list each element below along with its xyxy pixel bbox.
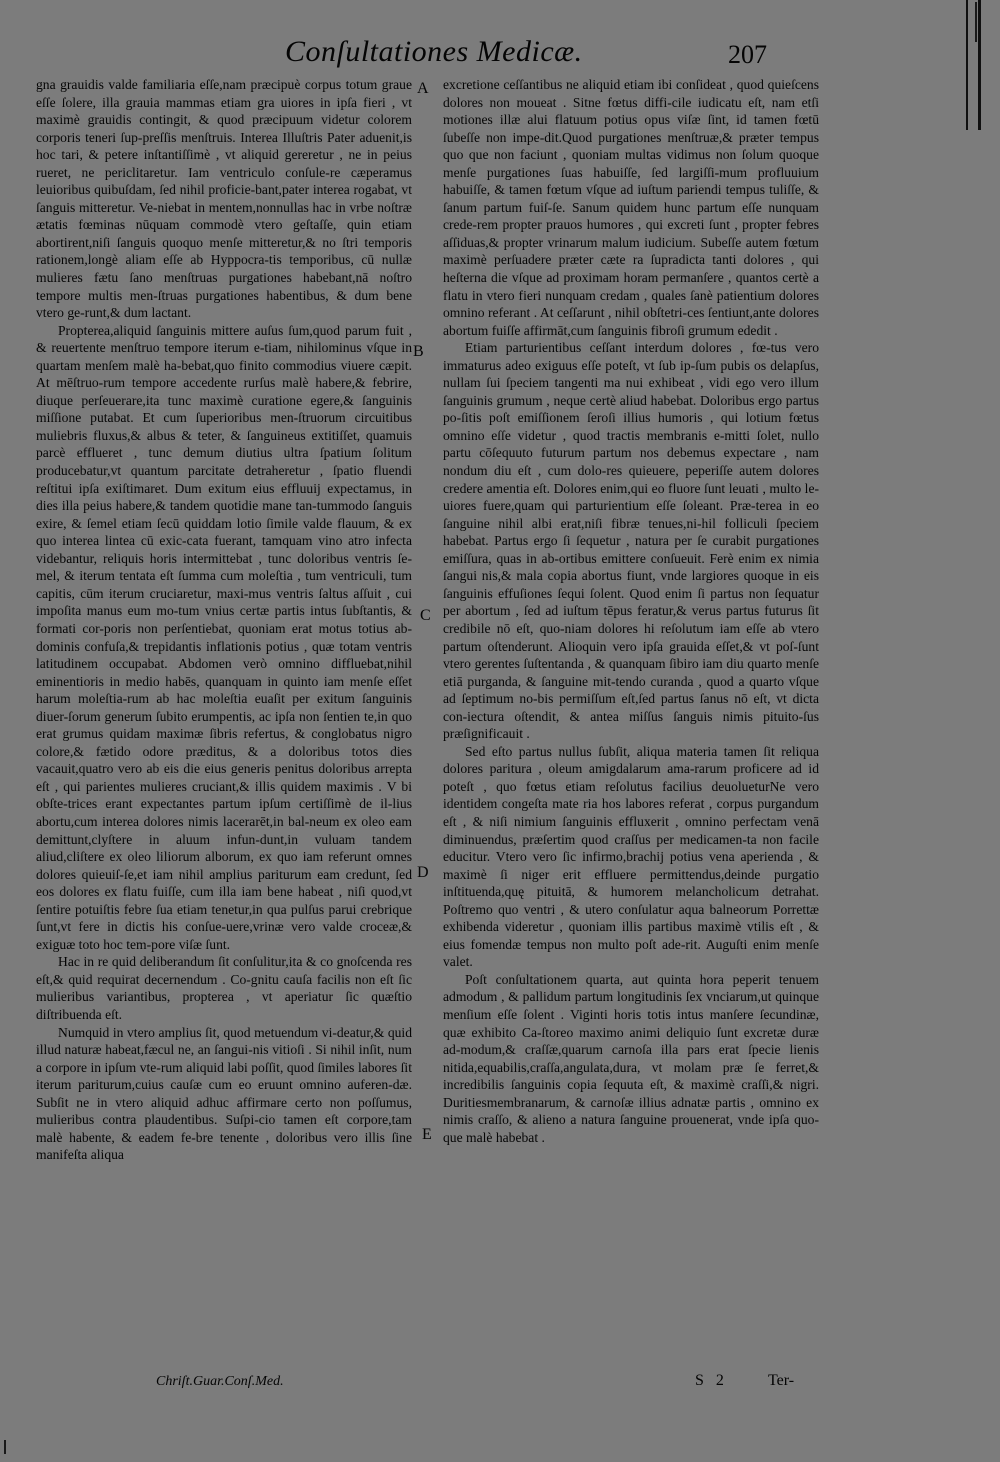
footer-running-text: Chriſt.Guar.Conſ.Med.	[156, 1374, 284, 1389]
binding-edge-tick	[975, 2, 991, 42]
left-paragraph-3: Hac in re quid deliberandum ſit conſulitur,ita & co gnoſcenda res eſt,& quid requirat decernendum . Co-gnitu cauſa facilis non eſt ſic mulieribus variantibus, propterea , vt aperiatur ſic quæſtio diſtribuenda eſt.	[36, 954, 412, 1022]
margin-letter-a: A	[417, 80, 429, 97]
catchword: Ter-	[768, 1372, 795, 1389]
right-paragraph-4: Poſt conſultationem quarta, aut quinta hora peperit tenuem admodum , & pallidum partum longitudinis ſex vnciarum,ut quinque menſium eſſe ſolent . Viginti horis totis intus manſere ſecundinæ, quæ exhibito Ca-ſtoreo maximo animi deliquio ſunt excretæ duræ ad-modum,& craſſæ,quarum carnoſa illa pars erat ſpecie lienis nitida,equabilis,craſſa,angulata,dura, vt molam præ ſe ferret,& incredibilis ſanguinis copia ſequuta eſt, & maximè craſſi,& nigri. Duritiesmembranarum, & carnoſæ illius adnatæ partis , omnino ex nimis craſſo, & alieno a natura ſanguine prouenerat, vnde ipſa quo-que malè habebat .	[443, 971, 819, 1145]
page-title: Conſultationes Medicæ.	[285, 35, 583, 68]
margin-letter-d: D	[417, 864, 429, 881]
left-paragraph-1: gna grauidis valde familiaria eſſe,nam præcipuè corpus totum graue eſſe ſolere, illa grauia mammas etiam gra uiores in ipſa fieri , vt maximè grauidis contingit, & quod præcipuum videtur colorem corporis teneri ſup-preſſis menſtruis. Interea Illuſtris Pater aduenit,is hoc tari, & petere inſtantiſſimè , vt aliquid gereretur , ne in peius rueret, ne periclitaretur. Iam ventriculo conſule-re cæperamus leuioribus quibuſdam, ſed nihil proficie-bant,pater interea rogabat, vt ſanguis mitteretur. Ve-niebat in mentem,nonnullas hac in vrbe noſtræ ætatis fœminas nūquam commodè vtero geſtaſſe, quin etiam abortirent,niſi ſanguis quoquo menſe mitteretur,& no ſtri temporis rationem,longè aliam eſſe ab Hyppocra-tis temporibus, cū nullæ mulieres fætu ſano menſtruas purgationes habebant,nā noſtro tempore multis men-ſtruas purgationes habentibus, & dum bene vtero ge-runt,& dum lactant.	[36, 77, 412, 321]
right-paragraph-3: Sed eſto partus nullus ſubſit, aliqua materia tamen ſit reliqua dolores paritura , oleum amigdalarum ama-rarum proficere ad id poteſt , quo fœtus etiam reſolutus facilius deuolueturNe vero identidem congeſta mate ria hos labores referat , corpus purgandum eſt , & niſi nimium ſanguinis effluxerit , omnino perfectam venā diminuendus, præſertim quod craſſus per medicamen-ta non facile educitur. Vtero vero ſic infirmo,brachij potius vena aperienda , & maximè ſi niger erit effluere permittendus,deinde purgatio inſtituenda,quę pituitā, & humorem melancholicum detrahat. Poſtremo quo ventri , & utero conſulatur aqua balneorum Porrettæ exhibenda videretur , quoniam illis partibus maximè vtilis eſt , & eius fomendæ tempus non multo poſt ade-rit. Auguſti enim menſe valet.	[443, 743, 819, 970]
page-number: 207	[728, 40, 767, 69]
margin-letter-e: E	[422, 1126, 432, 1143]
margin-letter-c: C	[420, 607, 431, 624]
right-paragraph-1: excretione ceſſantibus ne aliquid etiam ibi conſideat , quod quieſcens dolores non moueat . Sitne fœtus diffi-cile iudicatu eſt, nam etſi motiones illæ alui flatuum potius opus viſæ ſint, id tamen fœtū ſubeſſe non impe-dit.Quod purgationes menſtruæ,& præter tempus quo que non faciunt , quoniam multas vidimus non ſolum quoque menſe purgationes ſuas habuiſſe, ſed largiſſi-mum profluuium habuiſſe, & tamen fœtum vſque ad iuſtum pariendi tempus tuliſſe, & ſanum partum fuiſ-ſe. Sanum quidem hunc partum eſſe nunquam crede-rem propter prauos humores , qui excreti ſunt , propter febres aſſiduas,& propter vrinarum malum iudicium. Subeſſe autem fœtum maximè perſuadere præter cæte ra ſupradicta tanti dolores , qui heſterna die vſque ad proximam horam permanſere , quantos certè a flatu in vtero fieri nunquam credam , quales ſanè patientium dolores omnino referant . At ceſſarunt , nihil obſtetri-ces ſentiunt,ante dolores abortum fuiſſe affirmāt,cum ſanguinis fibroſi grumum ededit .	[443, 77, 819, 338]
margin-letter-b: B	[413, 343, 424, 360]
right-paragraph-2: Etiam parturientibus ceſſant interdum dolores , fœ-tus vero immaturus adeo exiguus eſſe poteſt, vt ſub ip-ſum pubis os delapſus, nullam ſui ſpeciem tangenti ma nui exhibeat , vidi ego vero illum ſanguinis grumum , neque certè aliud habebat. Doloribus ergo partus po-ſitis poſt emiſſionem ſeroſi illius humoris , qui lotium fœtus omnino eſſe videtur , quod tractis membranis e-mitti ſolet, nullo partu cōſequuto futurum partum nos debemus expectare , nam nondum diu eſt , cum dolo-res quieuere, peperiſſe autem dolores credere amentia eſt. Dolores enim,qui eo fluore ſunt leuati , multo le-uiores fuere,quam qui parturientium eſſe ſoleant. Præ-terea in eo ſanguine nihil albi erat,niſi fibræ tenues,ni-hil folliculi ſpeciem habebat. Partus ergo ſi ſequetur , natura per ſe curabit purgationes emiſſura, quas in ab-ortibus emittere conſueuit. Ferè enim ex nimia ſangui nis,& mala copia abortus fiunt, vnde largiores quoque in eis ſanguinis effuſiones ſequi ſolent. Quod enim ſi partus non ſequatur per abortum , ſed ad iuſtum tēpus feratur,& verus partus futurus ſit credibile nō eſt, quo-niam dolores hi reſolutum iam eſſe ab vtero partum oſtenderunt. Alioquin vero ipſa grauida eſſet,& vt poſ-ſunt vtero gerentes ſuſtentanda , & quanquam ſibiro iam diu quarto menſe etiā purganda, & ſanguine mit-tendo curanda , quod a quarto vſque ad ſeptimum no-bis permiſſum eſt,ſed partus ſanus nō eſt, vt dicta con-iectura oſtendit, & antea miſſus ſanguis nimis pituito-ſus præſignificauit .	[443, 340, 819, 742]
right-column	[443, 76, 819, 1381]
left-paragraph-4: Numquid in vtero amplius ſit, quod metuendum vi-deatur,& quid illud naturæ habeat,fæcul ne, an ſangui-nis vitioſi . Si nihil inſit, num a corpore in ipſum vte-rum aliquid labi poſſit, quod ſimiles labores ſit iterum pariturum,cuius cauſæ cum eo eruunt omnino auferen-dæ. Subſit ne in vtero aliquid adhuc affirmare certo non poſſumus, mulieribus contra plaudentibus. Suſpi-cio tamen eſt corpore,tam malè habente, & eadem fe-bre tenente , doloribus vero illis ſine manifeſta aliqua	[36, 1024, 412, 1163]
left-column	[36, 76, 412, 1362]
signature-mark: S 2	[695, 1372, 724, 1389]
left-paragraph-2: Propterea,aliquid ſanguinis mittere auſus ſum,quod parum fuit , & reuertente menſtruo tempore iterum e-tiam, nihilominus vſque in quartam menſem malè ha-bebat,quo finito commodius viuere cæpit. At mēſtruo-rum tempore accedente rurſus malè habere,& febrire, diuque perſeuerare,ita tunc maximè curatione egere,& ſanguinis miſſione putabat. Et cum ſuperioribus men-ſtruorum circuitibus muliebris fluxus,& albus & teter, & ſanguineus extitiſſet, quamuis parcè efflueret , tunc demum diutius ultra ſpatium ſolitum producebatur,vt quantum parcitate detraheretur , ſpatio fluendi reſtitui ipſa exiſtimaret. Dum exitum eius effluuij expectamus, in dies illa peius habere,& tandem quotidie mane tan-tummodo ſanguis exire, & ſemel etiam ſecū quiddam lotio ſimile valde flauum, & ex quo interea lintea cū exic-cata fuerant, tamquam vino atro infecta videbantur, reliquis horis intermittebat , tunc doloribus ventris ſe-mel, & iterum tentata eſt ſumma cum moleſtia , tum ventriculi, tum capitis, cūm iterum cruciaretur, maxi-mus ventris ſaltus aſſuit , cui impoſita manus eum mo-tum vnius certæ partis intus ſubſtantis, & formati cor-poris non perſentiebat, quoniam erat motus totius ab-dominis confuſa,& trepidantis inflationis potius , quæ totam ventris latitudinem occupabat. Abdomen verò omnino diffluebat,nihil eminentioris in medio habēs, quanquam in quinto iam menſe eſſet harum moleſtia-rum ab hac moleſtia euaſit per exitum ſanguinis diuer-ſorum generum ſubito erumpentis, ac ipſa non ſentien te,in quo erat grumus quidam maximæ ſibris refertus, & conglobatus nigro colore,& fætido odore præditus, & a doloribus totos dies vacauit,quatro vero ab eis die eius generis penitus doloribus arrepta eſt , qui parientes mulieres cruciant,& illis quidem maximis . V bi obſte-trices erant expectantes partum ipſum certiſſimè de il-lius abortu,cum interea dolores nimis lacerarēt,in bal-neum ex oleo eam demittunt,clyſtere in aluum infun-dunt,in vuluam tandem aliud,cliſtere ex oleo liliorum alborum, ex quo iam referunt omnes dolores quieuiſ-ſe,et iam nihil amplius pariturum eam credunt, ſed eos dolores ex flatu fuiſſe, cum illa iam bene habeat , niſi quod,vt ſentire potuiſtis febre ſua etiam tenetur,in qua pulſus parui crebrique ſunt,vt fere in dictis his conſue-uere,vrinæ vero valde croceæ,& exiguæ toto hoc tem-pore viſæ ſunt.	[36, 322, 412, 952]
page-corner-mark	[4, 1440, 12, 1454]
